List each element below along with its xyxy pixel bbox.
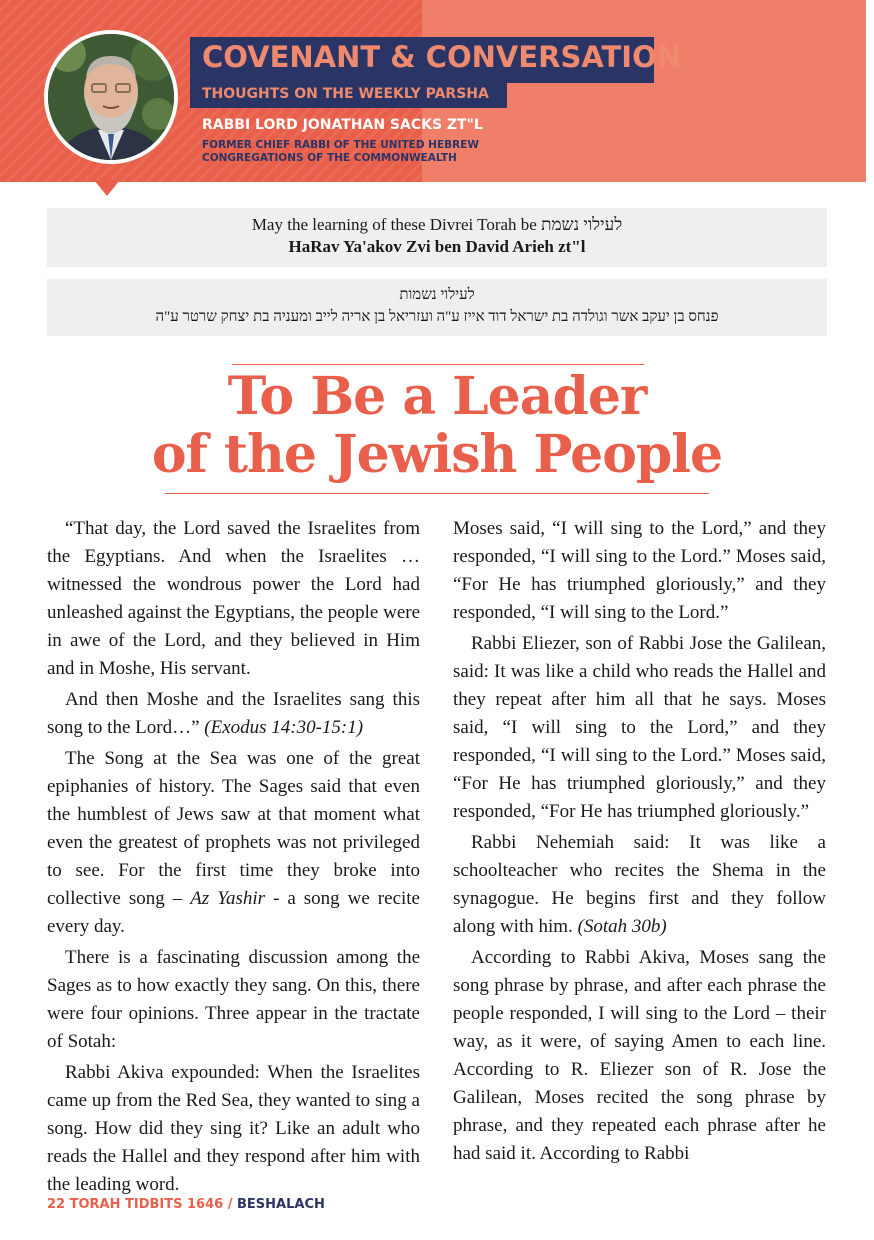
paragraph: According to Rabbi Akiva, Moses sang the song phrase by phrase, and after each phrase the people responded, I will sing to the Lord – their way, as it were, of saying Amen to each line. According to R. Eliezer son of R. Jose the Galilean, Moses recited the song phrase by phrase, and they repeated each phrase after he had said it. According to Rabbi	[453, 947, 826, 1164]
footer-page-info: 22 TORAH TIDBITS 1646 /	[47, 1197, 233, 1212]
paragraph: Moses said, “I will sing to the Lord,” and they responded, “I will sing to the Lord.” Moses said, “For He has triumphed gloriously,” and they responded, “I will sing to the Lord.”	[453, 518, 826, 623]
article-title	[0, 368, 874, 484]
paragraph: The Song at the Sea was one of the great epiphanies of history. The Sages said that even the humblest of Jews saw at that moment what even the greatest of prophets was not privileged to see. For the first time they broke into collective song – Az Yashir - a song we recite every day.	[47, 748, 420, 937]
article-column-left	[47, 515, 420, 1202]
citation: Az Yashir	[190, 888, 266, 909]
title-rule-bottom	[165, 493, 709, 494]
author-role: FORMER CHIEF RABBI OF THE UNITED HEBREW CONGREGATIONS OF THE COMMONWEALTH	[202, 139, 479, 164]
author-portrait	[44, 30, 178, 164]
dedication-1-line-2: HaRav Ya'akov Zvi ben David Arieh zt"l	[288, 237, 586, 256]
dedication-1-line-1	[47, 208, 827, 236]
series-subtitle: THOUGHTS ON THE WEEKLY PARSHA	[202, 86, 489, 102]
article-title-line-2: of the Jewish People	[151, 424, 723, 485]
article-column-right	[453, 515, 826, 1171]
title-rule-top	[232, 364, 644, 365]
series-title: COVENANT & CONVERSATION	[202, 40, 682, 74]
page-footer	[47, 1197, 325, 1212]
paragraph: And then Moshe and the Israelites sang this song to the Lord…” (Exodus 14:30-15:1)	[47, 689, 420, 738]
citation: (Sotah 30b)	[577, 916, 667, 937]
article-title-line-1: To Be a Leader	[227, 366, 647, 427]
citation: (Exodus 14:30-15:1)	[204, 717, 364, 738]
dedication-box-2	[47, 279, 827, 336]
dedication-1-hebrew: לעילוי נשמת	[541, 215, 623, 234]
dedication-2-line-1: לעילוי נשמות	[399, 287, 475, 303]
paragraph: Rabbi Eliezer, son of Rabbi Jose the Galilean, said: It was like a child who reads the Hallel and they repeat after him all that he says. Moses said, “I will sing to the Lord,” and they responded, “I will sing to the Lord.” Moses said, “For He has triumphed gloriously,” and they responded, “For He has triumphed gloriously.”	[453, 633, 826, 822]
dedication-2-line-2: פנחס בן יעקב אשר וגולדה בת ישראל דוד אייז ע"ה ועזריאל בן אריה לייב ומעניה בת יצחק שרטר ע"ה	[155, 309, 719, 325]
paragraph: “That day, the Lord saved the Israelites from the Egyptians. And when the Israelites … witnessed the wondrous power the Lord had unleashed against the Egyptians, the people were in awe of the Lord, and they believed in Him and in Moshe, His servant.	[47, 518, 421, 679]
paragraph: Rabbi Nehemiah said: It was like a schoolteacher who recites the Shema in the synagogue. He begins first and they follow along with him. (Sotah 30b)	[453, 832, 826, 937]
dedication-box-1	[47, 208, 827, 267]
dedication-1-english: May the learning of these Divrei Torah be	[251, 215, 537, 234]
banner-notch	[94, 180, 120, 196]
author-name: RABBI LORD JONATHAN SACKS ZT"L	[202, 117, 483, 133]
paragraph: There is a fascinating discussion among the Sages as to how exactly they sang. On this, there were four opinions. Three appear in the tractate of Sotah:	[47, 947, 420, 1052]
footer-parsha: BESHALACH	[237, 1197, 325, 1212]
paragraph: Rabbi Akiva expounded: When the Israelites came up from the Red Sea, they wanted to sing a song. How did they sing it? Like an adult who reads the Hallel and they respond after him with the leading word.	[47, 1062, 420, 1195]
